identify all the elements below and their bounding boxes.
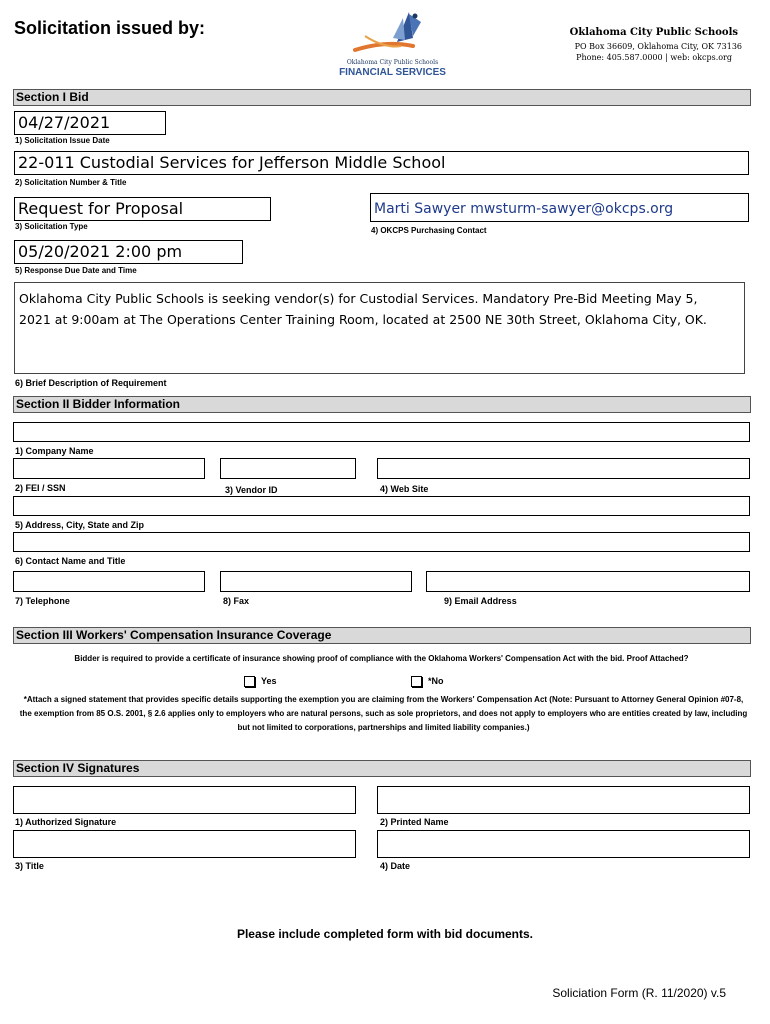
logo-subtitle: Oklahoma City Public Schools — [346, 59, 439, 66]
exemption-note: *Attach a signed statement that provides specific details supporting the exemption you are claiming from the Workers' Compensation Act (Note: Pursuant to Attorney General Opinion #07-8, the exemption from 85 O.S. 2001, § 2.6 applies only to employers who are natural persons, such as sole proprietors, and does not apply to employers who are entities created by law, including but not limited to corporations, partnerships and limited liability companies.) — [19, 695, 748, 732]
section-1-header: Section I Bid — [13, 89, 751, 106]
email-label: 9) Email Address — [444, 596, 517, 606]
form-id: Soliciation Form (R. 11/2020) v.5 — [552, 986, 726, 1000]
description-value: Oklahoma City Public Schools is seeking vendor(s) for Custodial Services. Mandatory Pre-Bid Meeting May 5, 2021 at 9:00am at The Operations Center Training Room, located at 2500 NE 30th Street, Oklahoma City, OK. — [19, 291, 707, 327]
yes-checkbox[interactable] — [244, 676, 255, 687]
vendor-id-input[interactable] — [220, 458, 356, 479]
no-checkbox[interactable] — [411, 676, 422, 687]
org-address: PO Box 36609, Oklahoma City, OK 73136 — [574, 42, 742, 51]
fax-input[interactable] — [220, 571, 412, 592]
section-3-header: Section III Workers' Compensation Insurance Coverage — [13, 627, 751, 644]
section-4-header: Section IV Signatures — [13, 760, 751, 777]
vendor-id-label: 3) Vendor ID — [225, 485, 278, 495]
printed-name-label: 2) Printed Name — [380, 817, 449, 827]
company-name-input[interactable] — [13, 422, 750, 442]
contact-name-label: 6) Contact Name and Title — [15, 556, 126, 566]
date-label: 4) Date — [380, 861, 411, 871]
email-input[interactable] — [426, 571, 750, 592]
footer-instruction: Please include completed form with bid documents. — [236, 927, 534, 941]
authorized-signature-label: 1) Authorized Signature — [15, 817, 117, 827]
address-label: 5) Address, City, State and Zip — [15, 520, 145, 530]
org-phone-web: Phone: 405.587.0000 | web: okcps.org — [576, 53, 732, 62]
issued-by-label: Solicitation issued by: — [14, 18, 206, 38]
purchasing-contact-value: Marti Sawyer mwsturm-sawyer@okcps.org — [374, 201, 674, 217]
company-name-label: 1) Company Name — [15, 446, 94, 456]
website-label: 4) Web Site — [380, 484, 429, 494]
due-date-label: 5) Response Due Date and Time — [15, 266, 137, 275]
authorized-signature-input[interactable] — [13, 786, 356, 814]
telephone-label: 7) Telephone — [15, 596, 70, 606]
solicitation-type-value: Request for Proposal — [18, 199, 184, 218]
due-date-value: 05/20/2021 2:00 pm — [18, 242, 183, 261]
title-label: 3) Title — [15, 861, 44, 871]
fei-ssn-label: 2) FEI / SSN — [15, 483, 66, 493]
bird-logo-icon — [335, 8, 450, 60]
date-input[interactable] — [377, 830, 750, 858]
section-2-header: Section II Bidder Information — [13, 396, 751, 413]
org-name: Oklahoma City Public Schools — [569, 27, 738, 38]
title-input[interactable] — [13, 830, 356, 858]
website-input[interactable] — [377, 458, 750, 479]
yes-label: Yes — [261, 676, 277, 686]
printed-name-input[interactable] — [377, 786, 750, 814]
issue-date-label: 1) Solicitation Issue Date — [15, 136, 110, 145]
no-label: *No — [428, 676, 444, 686]
solicitation-number-value: 22-011 Custodial Services for Jefferson Middle School — [18, 153, 446, 172]
contact-name-input[interactable] — [13, 532, 750, 552]
workers-comp-requirement: Bidder is required to provide a certificate of insurance showing proof of compliance with the Oklahoma Workers' Compensation Act with the bid. Proof Attached? — [74, 654, 689, 663]
address-input[interactable] — [13, 496, 750, 516]
financial-services-logo — [335, 8, 450, 80]
solicitation-number-label: 2) Solicitation Number & Title — [15, 178, 127, 187]
description-label: 6) Brief Description of Requirement — [15, 378, 167, 388]
purchasing-contact-label: 4) OKCPS Purchasing Contact — [371, 226, 487, 235]
telephone-input[interactable] — [13, 571, 205, 592]
fei-ssn-input[interactable] — [13, 458, 205, 479]
fax-label: 8) Fax — [223, 596, 250, 606]
solicitation-type-label: 3) Solicitation Type — [15, 222, 88, 231]
issue-date-value: 04/27/2021 — [18, 113, 111, 132]
logo-text: FINANCIAL SERVICES — [339, 67, 446, 78]
yes-option[interactable] — [244, 676, 277, 687]
no-option[interactable] — [411, 676, 444, 687]
